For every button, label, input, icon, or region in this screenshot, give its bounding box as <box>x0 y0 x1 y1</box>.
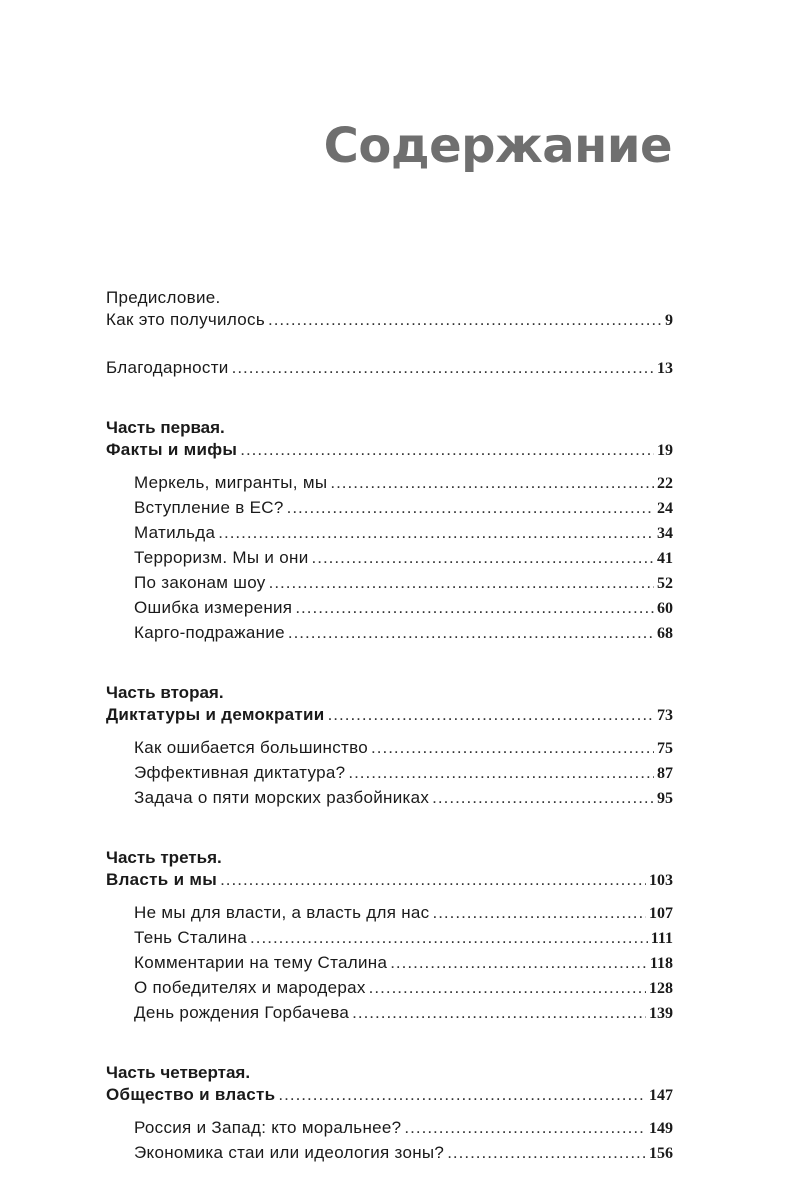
toc-entry-label: Экономика стаи или идеология зоны? <box>134 1143 445 1162</box>
toc-entry-label: Матильда <box>134 523 216 542</box>
toc-page-number: 52 <box>657 575 673 592</box>
dot-leader <box>390 953 647 973</box>
dot-leader <box>348 763 654 783</box>
part-heading: Часть четвертая. <box>106 1063 251 1082</box>
toc-entry-label: Терроризм. Мы и они <box>134 548 309 567</box>
toc-page-number: 156 <box>649 1145 673 1162</box>
toc-entry-preface[interactable] <box>106 310 673 335</box>
dot-leader <box>369 978 646 998</box>
dot-leader <box>232 358 654 378</box>
toc-entry-chapter[interactable] <box>106 763 673 788</box>
toc-page-number: 34 <box>657 525 673 542</box>
toc-page-number: 111 <box>650 930 673 947</box>
toc-entry-chapter[interactable] <box>106 788 673 813</box>
dot-leader <box>288 623 654 643</box>
toc-entry-label: Благодарности <box>106 358 229 377</box>
toc-entry-label: Эффективная диктатура? <box>134 763 346 782</box>
toc-entry-chapter[interactable] <box>106 978 673 1003</box>
toc-entry-chapter[interactable] <box>106 623 673 648</box>
toc-page-number: 95 <box>657 790 673 807</box>
toc-page-number: 24 <box>657 500 673 517</box>
toc-entry-label: Как ошибается большинство <box>134 738 369 757</box>
dot-leader <box>312 548 655 568</box>
toc-page-number: 149 <box>649 1120 673 1137</box>
part-heading: Часть вторая. <box>106 683 224 702</box>
toc-entry-label: Россия и Запад: кто моральнее? <box>134 1118 402 1137</box>
toc-entry-label: День рождения Горбачева <box>134 1003 350 1022</box>
dot-leader <box>218 523 654 543</box>
toc-page-number: 22 <box>657 475 673 492</box>
toc-entry-chapter[interactable] <box>106 523 673 548</box>
toc-page-number: 128 <box>649 980 673 997</box>
toc-entry-label: О победителях и мародерах <box>134 978 366 997</box>
preface-heading: Предисловие. <box>106 288 221 307</box>
dot-leader <box>371 738 654 758</box>
dot-leader <box>295 598 654 618</box>
toc-page-number: 118 <box>649 955 673 972</box>
toc-entry-part[interactable] <box>106 705 673 730</box>
toc-page-number: 87 <box>657 765 673 782</box>
toc-page-number: 75 <box>657 740 673 757</box>
toc-entry-label: По законам шоу <box>134 573 266 592</box>
toc-entry-chapter[interactable] <box>106 573 673 598</box>
toc-page-number: 147 <box>649 1087 673 1104</box>
toc-page-number: 19 <box>657 442 673 459</box>
dot-leader <box>432 788 654 808</box>
toc-page-number: 68 <box>657 625 673 642</box>
dot-leader <box>220 870 646 890</box>
toc-entry-label: Факты и мифы <box>106 440 238 459</box>
toc-entry-chapter[interactable] <box>106 473 673 498</box>
toc-entry-label: Комментарии на тему Сталина <box>134 953 388 972</box>
toc-entry-label: Диктатуры и демократии <box>106 705 325 724</box>
toc-entry-part[interactable] <box>106 870 673 895</box>
dot-leader <box>404 1118 646 1138</box>
toc-entry-chapter[interactable] <box>106 1003 673 1028</box>
toc-page-number: 103 <box>649 872 673 889</box>
part-heading: Часть первая. <box>106 418 225 437</box>
toc-entry-label: Задача о пяти морских разбойниках <box>134 788 430 807</box>
toc-entry-label: Как это получилось <box>106 310 265 329</box>
part-heading: Часть третья. <box>106 848 222 867</box>
toc-page-number: 139 <box>649 1005 673 1022</box>
dot-leader <box>330 473 654 493</box>
toc-entry-chapter[interactable] <box>106 903 673 928</box>
toc-entry-label: Не мы для власти, а власть для нас <box>134 903 430 922</box>
toc-entry-label: Вступление в ЕС? <box>134 498 284 517</box>
toc-entry-chapter[interactable] <box>106 498 673 523</box>
toc-entry-label: Общество и власть <box>106 1085 276 1104</box>
table-of-contents <box>106 285 673 1168</box>
toc-entry-chapter[interactable] <box>106 1143 673 1168</box>
toc-entry-chapter[interactable] <box>106 598 673 623</box>
dot-leader <box>278 1085 646 1105</box>
toc-entry-acknowledgements[interactable] <box>106 358 673 383</box>
dot-leader <box>268 310 662 330</box>
toc-entry-part[interactable] <box>106 1085 673 1110</box>
toc-entry-chapter[interactable] <box>106 738 673 763</box>
dot-leader <box>269 573 654 593</box>
dot-leader <box>432 903 646 923</box>
dot-leader <box>250 928 648 948</box>
page-title: Содержание <box>323 118 672 174</box>
dot-leader <box>287 498 654 518</box>
toc-entry-part[interactable] <box>106 440 673 465</box>
toc-entry-label: Меркель, мигранты, мы <box>134 473 328 492</box>
toc-entry-label: Власть и мы <box>106 870 218 889</box>
toc-entry-chapter[interactable] <box>106 1118 673 1143</box>
toc-page-number: 107 <box>649 905 673 922</box>
toc-entry-label: Ошибка измерения <box>134 598 293 617</box>
toc-page-number: 41 <box>657 550 673 567</box>
toc-entry-chapter[interactable] <box>106 953 673 978</box>
dot-leader <box>352 1003 646 1023</box>
toc-entry-label: Карго-подражание <box>134 623 285 642</box>
toc-entry-chapter[interactable] <box>106 548 673 573</box>
toc-page-number: 60 <box>657 600 673 617</box>
toc-page-number: 13 <box>657 360 673 377</box>
toc-page-number: 9 <box>665 312 673 329</box>
toc-page-number: 73 <box>657 707 673 724</box>
dot-leader <box>328 705 654 725</box>
toc-entry-chapter[interactable] <box>106 928 673 953</box>
dot-leader <box>240 440 654 460</box>
dot-leader <box>447 1143 646 1163</box>
toc-entry-label: Тень Сталина <box>134 928 248 947</box>
